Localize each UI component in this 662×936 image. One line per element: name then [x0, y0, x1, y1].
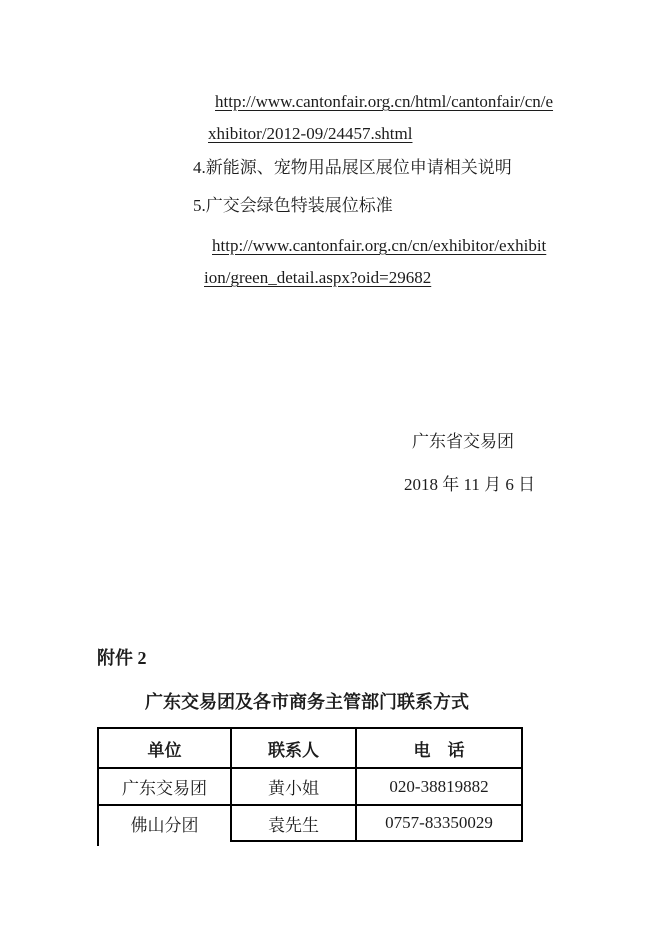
signature-organization: 广东省交易团 [412, 432, 514, 451]
table-header-phone: 电 话 [356, 728, 522, 768]
hyperlink-line-4[interactable]: ion/green_detail.aspx?oid=29682 [204, 268, 432, 287]
contact-table [97, 727, 523, 842]
list-item-4: 4.新能源、宠物用品展区展位申请相关说明 [193, 158, 512, 177]
hyperlink-line-2[interactable]: xhibitor/2012-09/24457.shtml [208, 124, 413, 143]
table-cell-unit: 佛山分团 [98, 805, 231, 841]
table-header-unit: 单位 [98, 728, 231, 768]
table-cell-contact: 黄小姐 [231, 768, 356, 805]
hyperlink-line-1[interactable]: http://www.cantonfair.org.cn/html/cantonfair/cn/e [215, 92, 554, 111]
attachment-label: 附件 2 [97, 648, 147, 668]
hyperlink-line-3[interactable]: http://www.cantonfair.org.cn/cn/exhibitor/exhibit [212, 236, 547, 255]
table-header-contact: 联系人 [231, 728, 356, 768]
list-item-5: 5.广交会绿色特装展位标准 [193, 196, 393, 215]
table-row [98, 805, 522, 841]
signature-date: 2018 年 11 月 6 日 [404, 475, 536, 494]
table-cell-contact: 袁先生 [231, 805, 356, 841]
table-title: 广东交易团及各市商务主管部门联系方式 [145, 692, 469, 712]
table-row [98, 768, 522, 805]
table-header-row [98, 728, 522, 768]
table-cell-unit: 广东交易团 [98, 768, 231, 805]
table-border-tail [97, 840, 99, 846]
table-cell-phone: 020-38819882 [356, 768, 522, 805]
table-cell-phone: 0757-83350029 [356, 805, 522, 841]
